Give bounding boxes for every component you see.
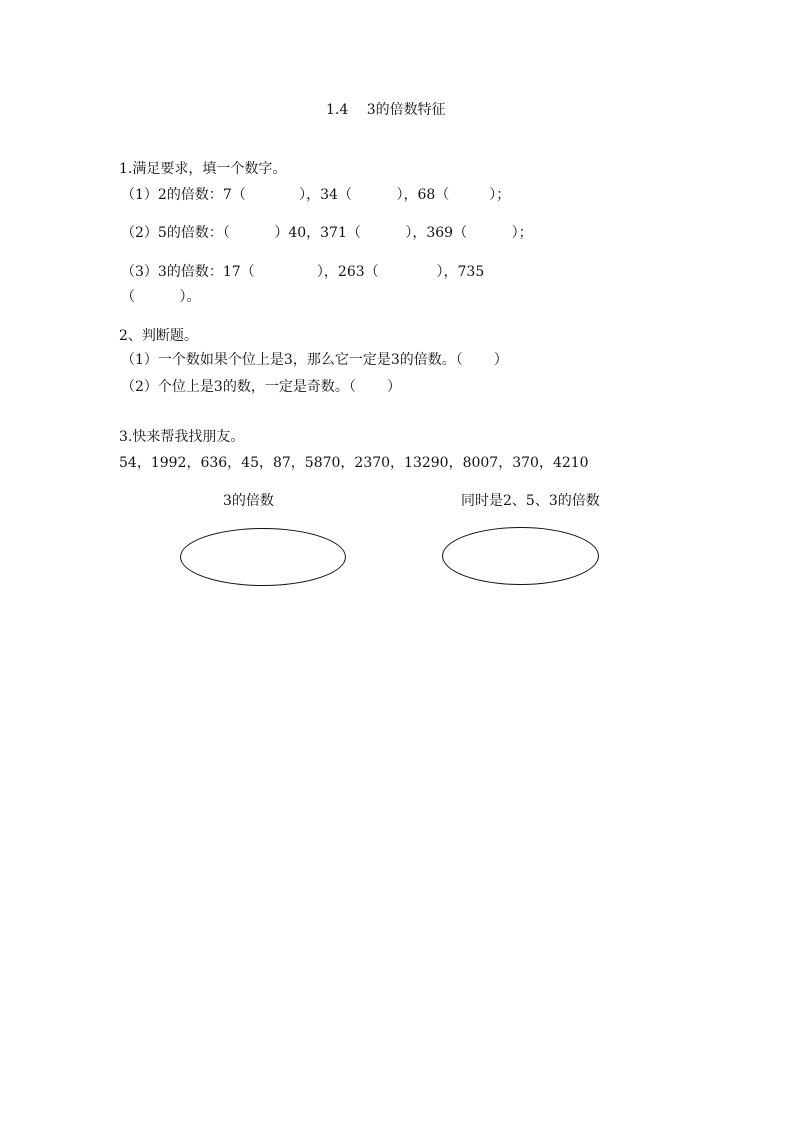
- set-right-label: 同时是2、5、3的倍数: [461, 493, 600, 509]
- set-right-oval: [442, 527, 599, 585]
- q1-line-3a: （3）3的倍数：17（ ），263（ ），735: [121, 264, 485, 280]
- q3-heading: 3.快来帮我找朋友。: [119, 429, 245, 445]
- q1-line-3b: （ ）。: [121, 289, 201, 305]
- q2-line-2: （2）个位上是3的数，一定是奇数。（ ）: [121, 379, 401, 395]
- q1-heading: 1.满足要求，填一个数字。: [119, 161, 287, 177]
- set-left-oval: [180, 528, 346, 586]
- q1-line-2: （2）5的倍数：（ ）40，371（ ），369（ ）；: [121, 225, 533, 241]
- q1-line-1: （1）2的倍数：7（ ），34（ ），68（ ）；: [121, 187, 511, 203]
- page-title: 1.4 3的倍数特征: [326, 102, 446, 118]
- q3-number-list: 54，1992，636，45，87，5870，2370，13290，8007，370，4210: [119, 455, 589, 471]
- set-left-label: 3的倍数: [223, 493, 274, 509]
- q2-line-1: （1）一个数如果个位上是3，那么它一定是3的倍数。（ ）: [121, 352, 508, 368]
- q2-heading: 2、判断题。: [119, 328, 198, 344]
